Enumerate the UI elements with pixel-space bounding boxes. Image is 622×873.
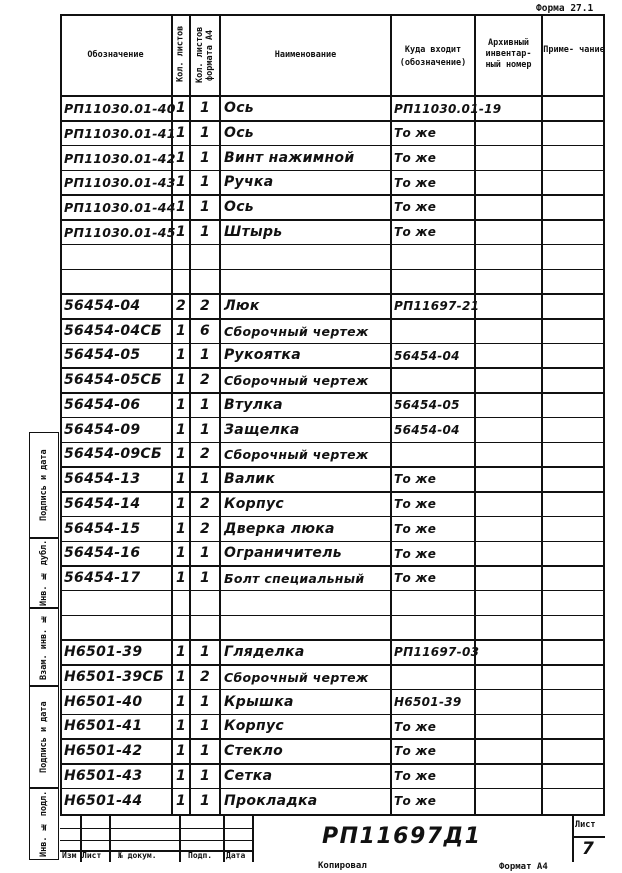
header-note: Приме- чание xyxy=(543,45,605,55)
row-name: Сетка xyxy=(224,767,273,784)
title-col-date: Дата xyxy=(226,851,246,860)
row-a4-count: 1 xyxy=(199,223,211,240)
row-designation: 56454-06 xyxy=(64,396,141,413)
row-name: Втулка xyxy=(224,396,283,413)
row-a4-count: 1 xyxy=(199,100,211,117)
row-name: Гляделка xyxy=(224,644,305,661)
row-name: Ось xyxy=(224,124,254,141)
row-name: Корпус xyxy=(224,718,284,735)
table-row xyxy=(60,740,605,765)
row-a4-count: 1 xyxy=(199,767,211,784)
row-sheet-count: 1 xyxy=(175,421,187,438)
row-a4-count: 1 xyxy=(199,792,211,809)
row-sheet-count: 1 xyxy=(175,792,187,809)
row-designation: РП11030.01-45 xyxy=(64,224,176,240)
row-designation: Н6501-40 xyxy=(64,693,143,710)
row-designation: РП11030.01-43 xyxy=(64,175,176,191)
row-name: Прокладка xyxy=(224,792,318,809)
row-name: Сборочный чертеж xyxy=(224,669,369,685)
table-row xyxy=(60,344,605,369)
row-a4-count: 2 xyxy=(199,446,211,463)
row-name: Валик xyxy=(224,471,276,488)
form-label: Форма 27.1 xyxy=(536,3,594,14)
row-where-used: РП11030.01-19 xyxy=(394,101,502,116)
row-name: Стекло xyxy=(224,743,284,760)
table-row xyxy=(60,542,605,567)
stamp-replace-inv-label: Взам. инв. № xyxy=(39,613,49,681)
table-row xyxy=(60,468,605,493)
doc-code: РП11697Д1 xyxy=(322,824,482,849)
stamp-orig-inv-label: Инв. № подл. xyxy=(39,790,49,858)
row-where-used: То же xyxy=(394,150,437,165)
table-row xyxy=(60,171,605,196)
row-sheet-count: 1 xyxy=(175,693,187,710)
stamp-sign-date-1 xyxy=(29,432,59,538)
row-a4-count: 1 xyxy=(199,743,211,760)
row-where-used: То же xyxy=(394,546,437,561)
row-designation: РП11030.01-44 xyxy=(64,200,176,216)
title-block xyxy=(60,814,605,860)
table-row xyxy=(60,765,605,790)
row-sheet-count: 1 xyxy=(175,471,187,488)
row-sheet-count: 1 xyxy=(175,322,187,339)
row-where-used: 56454-04 xyxy=(394,348,460,363)
row-name: Сборочный чертеж xyxy=(224,373,369,389)
table-row xyxy=(60,394,605,419)
row-designation: 56454-16 xyxy=(64,545,141,562)
footer-copied: Копировал xyxy=(318,861,367,871)
row-where-used: То же xyxy=(394,225,437,240)
row-designation: 56454-04СБ xyxy=(64,322,162,339)
row-sheet-count: 1 xyxy=(175,100,187,117)
row-name: Люк xyxy=(224,298,260,315)
row-name: Корпус xyxy=(224,495,284,512)
row-designation: Н6501-39СБ xyxy=(64,668,164,685)
table-row xyxy=(60,616,605,641)
row-a4-count: 1 xyxy=(199,693,211,710)
row-sheet-count: 1 xyxy=(175,644,187,661)
title-col-change: Изм xyxy=(62,851,77,860)
footer-format: Формат А4 xyxy=(499,862,548,872)
row-name: Сборочный чертеж xyxy=(224,323,369,339)
table-row xyxy=(60,320,605,345)
table-row xyxy=(60,443,605,468)
row-sheet-count: 1 xyxy=(175,347,187,364)
row-name: Защелка xyxy=(224,421,300,438)
row-a4-count: 1 xyxy=(199,396,211,413)
table-row xyxy=(60,666,605,691)
row-where-used: 56454-04 xyxy=(394,422,460,437)
table-row xyxy=(60,418,605,443)
row-a4-count: 2 xyxy=(199,372,211,389)
row-a4-count: 1 xyxy=(199,421,211,438)
row-where-used: То же xyxy=(394,719,437,734)
row-name: Сборочный чертеж xyxy=(224,447,369,463)
row-sheet-count: 1 xyxy=(175,743,187,760)
row-designation: 56454-15 xyxy=(64,520,141,537)
table-row xyxy=(60,789,605,814)
table-row xyxy=(60,493,605,518)
row-a4-count: 1 xyxy=(199,347,211,364)
row-designation: Н6501-44 xyxy=(64,792,143,809)
header-name: Наименование xyxy=(274,50,337,60)
sheet-label: Лист xyxy=(575,820,596,830)
row-sheet-count: 1 xyxy=(175,718,187,735)
row-a4-count: 1 xyxy=(199,149,211,166)
title-col-sheet: Лист xyxy=(82,851,102,860)
row-name: Штырь xyxy=(224,223,283,240)
header-where-used: Куда входит (обозначение) xyxy=(399,45,467,68)
row-where-used: То же xyxy=(394,175,437,190)
row-sheet-count: 2 xyxy=(175,298,187,315)
row-sheet-count: 1 xyxy=(175,446,187,463)
stamp-sign-date-2 xyxy=(29,686,59,788)
row-where-used: РП11697-21 xyxy=(394,299,480,314)
table-row xyxy=(60,591,605,616)
row-name: Дверка люка xyxy=(224,520,335,537)
row-a4-count: 2 xyxy=(199,520,211,537)
row-sheet-count: 1 xyxy=(175,223,187,240)
row-name: Винт нажимной xyxy=(224,149,355,166)
table-row xyxy=(60,122,605,147)
row-a4-count: 1 xyxy=(199,545,211,562)
table-row xyxy=(60,295,605,320)
row-name: Крышка xyxy=(224,693,294,710)
row-a4-count: 2 xyxy=(199,495,211,512)
row-where-used: То же xyxy=(394,521,437,536)
row-name: Ручка xyxy=(224,174,274,191)
row-sheet-count: 1 xyxy=(175,149,187,166)
row-designation: 56454-04 xyxy=(64,298,141,315)
row-where-used: То же xyxy=(394,497,437,512)
table-row xyxy=(60,196,605,221)
header-archive: Архивный инвентар- ный номер xyxy=(485,38,532,70)
row-name: Ось xyxy=(224,100,254,117)
row-where-used: То же xyxy=(394,793,437,808)
row-sheet-count: 1 xyxy=(175,124,187,141)
title-col-docno: № докум. xyxy=(118,851,157,860)
stamp-sign-date-2-label: Подпись и дата xyxy=(39,701,49,773)
row-designation: 56454-14 xyxy=(64,495,141,512)
title-col-sign: Подп. xyxy=(188,851,213,860)
row-where-used: То же xyxy=(394,571,437,586)
table-row xyxy=(60,270,605,295)
table-row xyxy=(60,221,605,246)
row-a4-count: 2 xyxy=(199,298,211,315)
row-sheet-count: 1 xyxy=(175,520,187,537)
row-a4-count: 2 xyxy=(199,668,211,685)
row-sheet-count: 1 xyxy=(175,495,187,512)
stamp-dup-inv xyxy=(29,538,59,608)
row-where-used: То же xyxy=(394,200,437,215)
table-row xyxy=(60,97,605,122)
row-sheet-count: 1 xyxy=(175,767,187,784)
header-a4-count: Кол. листов формата А4 xyxy=(195,26,215,84)
row-name: Болт специальный xyxy=(224,570,365,586)
row-a4-count: 1 xyxy=(199,644,211,661)
row-a4-count: 1 xyxy=(199,199,211,216)
table-row xyxy=(60,690,605,715)
row-where-used: То же xyxy=(394,472,437,487)
row-name: Рукоятка xyxy=(224,347,301,364)
row-designation: Н6501-41 xyxy=(64,718,143,735)
row-designation: 56454-17 xyxy=(64,570,141,586)
sheet-number: 7 xyxy=(582,839,595,859)
row-name: Ось xyxy=(224,199,254,216)
row-a4-count: 1 xyxy=(199,570,211,586)
row-sheet-count: 1 xyxy=(175,372,187,389)
row-designation: 56454-05 xyxy=(64,347,141,364)
stamp-sign-date-1-label: Подпись и дата xyxy=(39,449,49,521)
row-a4-count: 1 xyxy=(199,718,211,735)
row-designation: Н6501-39 xyxy=(64,644,143,661)
table-row xyxy=(60,715,605,740)
table-row xyxy=(60,641,605,666)
row-designation: 56454-13 xyxy=(64,471,141,488)
row-where-used: РП11697-03 xyxy=(394,645,480,660)
row-name: Ограничитель xyxy=(224,545,342,562)
row-sheet-count: 1 xyxy=(175,668,187,685)
table-row xyxy=(60,369,605,394)
stamp-dup-inv-label: Инв. № дубл. xyxy=(39,539,49,607)
stamp-replace-inv xyxy=(29,608,59,686)
row-sheet-count: 1 xyxy=(175,396,187,413)
header-designation: Обозначение xyxy=(87,50,144,60)
header-sheet-count: Кол. листов xyxy=(175,25,186,83)
row-designation: РП11030.01-41 xyxy=(64,125,176,141)
row-where-used: То же xyxy=(394,744,437,759)
table-row xyxy=(60,146,605,171)
table-row xyxy=(60,245,605,270)
row-sheet-count: 1 xyxy=(175,570,187,586)
row-sheet-count: 1 xyxy=(175,545,187,562)
row-where-used: То же xyxy=(394,126,437,141)
table-row xyxy=(60,567,605,592)
row-designation: Н6501-43 xyxy=(64,767,143,784)
row-a4-count: 6 xyxy=(199,322,211,339)
row-designation: 56454-09 xyxy=(64,421,141,438)
row-a4-count: 1 xyxy=(199,124,211,141)
row-designation: 56454-05СБ xyxy=(64,372,162,389)
row-designation: 56454-09СБ xyxy=(64,446,162,463)
row-where-used: То же xyxy=(394,769,437,784)
row-sheet-count: 1 xyxy=(175,199,187,216)
stamp-orig-inv xyxy=(29,788,59,860)
row-a4-count: 1 xyxy=(199,174,211,191)
row-a4-count: 1 xyxy=(199,471,211,488)
table-row xyxy=(60,517,605,542)
row-designation: РП11030.01-42 xyxy=(64,150,176,166)
row-where-used: Н6501-39 xyxy=(394,694,462,709)
row-sheet-count: 1 xyxy=(175,174,187,191)
row-where-used: 56454-05 xyxy=(394,398,460,413)
row-designation: РП11030.01-40 xyxy=(64,101,176,117)
row-designation: Н6501-42 xyxy=(64,743,143,760)
